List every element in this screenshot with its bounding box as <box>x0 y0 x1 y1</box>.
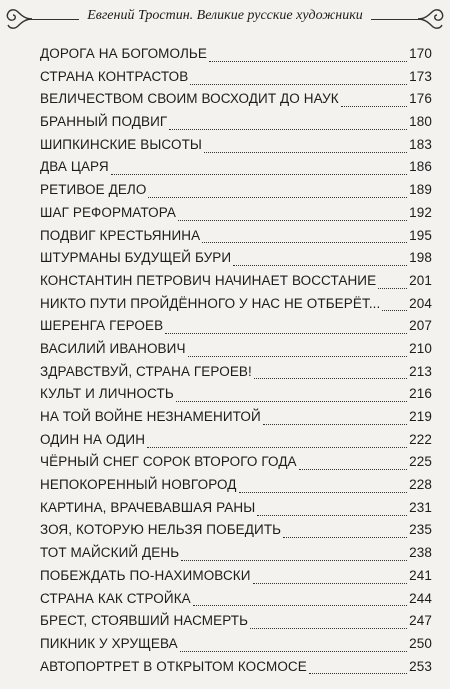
toc-entry-page: 195 <box>409 227 432 243</box>
toc-entry <box>40 659 432 682</box>
dot-leader <box>202 242 407 243</box>
toc-entry-title: КАРТИНА, ВРАЧЕВАВШАЯ РАНЫ <box>40 499 256 515</box>
toc-entry-page: 253 <box>409 658 432 674</box>
toc-entry-title: ПОБЕЖДАТЬ ПО-НАХИМОВСКИ <box>40 567 251 583</box>
dot-leader <box>178 220 407 221</box>
dot-leader <box>309 673 407 674</box>
toc-entry <box>40 364 432 387</box>
toc-entry-page: 210 <box>409 340 432 356</box>
toc-entry <box>40 409 432 432</box>
dot-leader <box>190 84 407 85</box>
toc-entry-title: СТРАНА КОНТРАСТОВ <box>40 68 189 84</box>
dot-leader <box>283 537 407 538</box>
toc-entry-title: ШТУРМАНЫ БУДУЩЕЙ БУРИ <box>40 250 232 266</box>
flourish-right-icon <box>416 6 446 32</box>
toc-entry-title: КОНСТАНТИН ПЕТРОВИЧ НАЧИНАЕТ ВОССТАНИЕ <box>40 272 377 288</box>
toc-entry-page: 173 <box>409 68 432 84</box>
toc-entry <box>40 205 432 228</box>
dot-leader <box>204 152 407 153</box>
toc-entry <box>40 591 432 614</box>
toc-entry <box>40 318 432 341</box>
toc-entry-page: 228 <box>409 477 432 493</box>
dot-leader <box>165 333 407 334</box>
toc-entry <box>40 250 432 273</box>
dot-leader <box>148 197 407 198</box>
toc-entry-title: ВАСИЛИЙ ИВАНОВИЧ <box>40 340 186 356</box>
toc-entry-page: 176 <box>409 91 432 107</box>
toc-entry-page: 189 <box>409 182 432 198</box>
toc-entry-title: НИКТО ПУТИ ПРОЙДЁННОГО У НАС НЕ ОТБЕРЁТ... <box>40 295 381 311</box>
dot-leader <box>147 447 407 448</box>
toc-entry <box>40 69 432 92</box>
toc-entry <box>40 454 432 477</box>
toc-entry-page: 192 <box>409 204 432 220</box>
toc-entry-title: ЗОЯ, КОТОРУЮ НЕЛЬЗЯ ПОБЕДИТЬ <box>40 522 282 538</box>
toc-entry-title: АВТОПОРТРЕТ В ОТКРЫТОМ КОСМОСЕ <box>40 658 307 674</box>
toc-entry-title: ВЕЛИЧЕСТВОМ СВОИМ ВОСХОДИТ ДО НАУК <box>40 91 339 107</box>
toc-entry-title: ТОТ МАЙСКИЙ ДЕНЬ <box>40 545 180 561</box>
toc-entry-page: 216 <box>409 386 432 402</box>
header-title: Евгений Тростин. Великие русские художники <box>0 8 450 24</box>
dot-leader <box>378 288 407 289</box>
toc-entry-title: СТРАНА КАК СТРОЙКА <box>40 590 191 606</box>
toc-entry-title: ЧЁРНЫЙ СНЕГ СОРОК ВТОРОГО ГОДА <box>40 454 297 470</box>
dot-leader <box>250 628 407 629</box>
dot-leader <box>111 174 407 175</box>
dot-leader <box>299 469 408 470</box>
toc-entry <box>40 182 432 205</box>
toc-entry <box>40 568 432 591</box>
toc-entry-page: 238 <box>409 545 432 561</box>
toc-entry-title: ШИПКИНСКИЕ ВЫСОТЫ <box>40 136 202 152</box>
dot-leader <box>176 401 407 402</box>
toc-entry-page: 241 <box>409 567 432 583</box>
toc-entry <box>40 114 432 137</box>
toc-entry-title: БРАННЫЙ ПОДВИГ <box>40 114 168 130</box>
toc-entry-title: ОДИН НА ОДИН <box>40 431 146 447</box>
toc-entry-page: 207 <box>409 318 432 334</box>
toc-entry-page: 180 <box>409 114 432 130</box>
toc-entry-page: 235 <box>409 522 432 538</box>
toc-entry-title: НА ТОЙ ВОЙНЕ НЕЗНАМЕНИТОЙ <box>40 409 261 424</box>
toc-entry <box>40 341 432 364</box>
toc-entry-page: 219 <box>409 409 432 424</box>
toc-entry <box>40 137 432 160</box>
dot-leader <box>341 106 407 107</box>
dot-leader <box>263 424 407 425</box>
toc-entry-title: НЕПОКОРЕННЫЙ НОВГОРОД <box>40 477 237 493</box>
toc-entry-title: ЗДРАВСТВУЙ, СТРАНА ГЕРОЕВ! <box>40 363 252 379</box>
toc-entry-title: РЕТИВОЕ ДЕЛО <box>40 182 147 198</box>
toc-entry <box>40 273 432 296</box>
toc-entry-title: ПОДВИГ КРЕСТЬЯНИНА <box>40 227 201 243</box>
toc-entry-page: 198 <box>409 250 432 266</box>
toc-entry <box>40 636 432 659</box>
toc-entry-page: 170 <box>409 46 432 61</box>
toc-entry <box>40 613 432 636</box>
toc-entry-page: 247 <box>409 613 432 629</box>
dot-leader <box>233 265 407 266</box>
dot-leader <box>181 560 407 561</box>
toc-entry <box>40 522 432 545</box>
toc-entry-page: 201 <box>409 272 432 288</box>
toc-entry-page: 183 <box>409 136 432 152</box>
toc-entry <box>40 386 432 409</box>
toc-entry-page: 213 <box>409 363 432 379</box>
toc-entry <box>40 159 432 182</box>
toc-entry-title: КУЛЬТ И ЛИЧНОСТЬ <box>40 386 174 402</box>
dot-leader <box>188 356 408 357</box>
toc-entry <box>40 91 432 114</box>
toc-entry <box>40 432 432 455</box>
toc-entry-page: 222 <box>409 431 432 447</box>
toc-entry-title: ДОРОГА НА БОГОМОЛЬЕ <box>40 46 207 61</box>
table-of-contents <box>40 46 432 681</box>
toc-entry-page: 204 <box>409 295 432 311</box>
toc-entry <box>40 228 432 251</box>
dot-leader <box>193 605 407 606</box>
dot-leader <box>253 583 408 584</box>
dot-leader <box>209 61 407 62</box>
toc-entry-page: 250 <box>409 635 432 651</box>
toc-entry-page: 231 <box>409 499 432 515</box>
toc-entry-page: 244 <box>409 590 432 606</box>
toc-entry-title: ДВА ЦАРЯ <box>40 159 109 175</box>
toc-entry <box>40 46 432 69</box>
toc-entry <box>40 477 432 500</box>
toc-entry-page: 225 <box>409 454 432 470</box>
toc-entry-title: ПИКНИК У ХРУЩЕВА <box>40 635 178 651</box>
running-header <box>0 0 450 40</box>
dot-leader <box>239 492 408 493</box>
dot-leader <box>257 515 407 516</box>
toc-entry-title: БРЕСТ, СТОЯВШИЙ НАСМЕРТЬ <box>40 613 249 629</box>
toc-entry <box>40 500 432 523</box>
dot-leader <box>180 651 407 652</box>
toc-entry-title: ШАГ РЕФОРМАТОРА <box>40 204 177 220</box>
toc-entry-title: ШЕРЕНГА ГЕРОЕВ <box>40 318 164 334</box>
dot-leader <box>382 310 407 311</box>
toc-entry-page: 186 <box>409 159 432 175</box>
dot-leader <box>254 378 407 379</box>
toc-entry <box>40 545 432 568</box>
dot-leader <box>169 129 407 130</box>
toc-entry <box>40 296 432 319</box>
